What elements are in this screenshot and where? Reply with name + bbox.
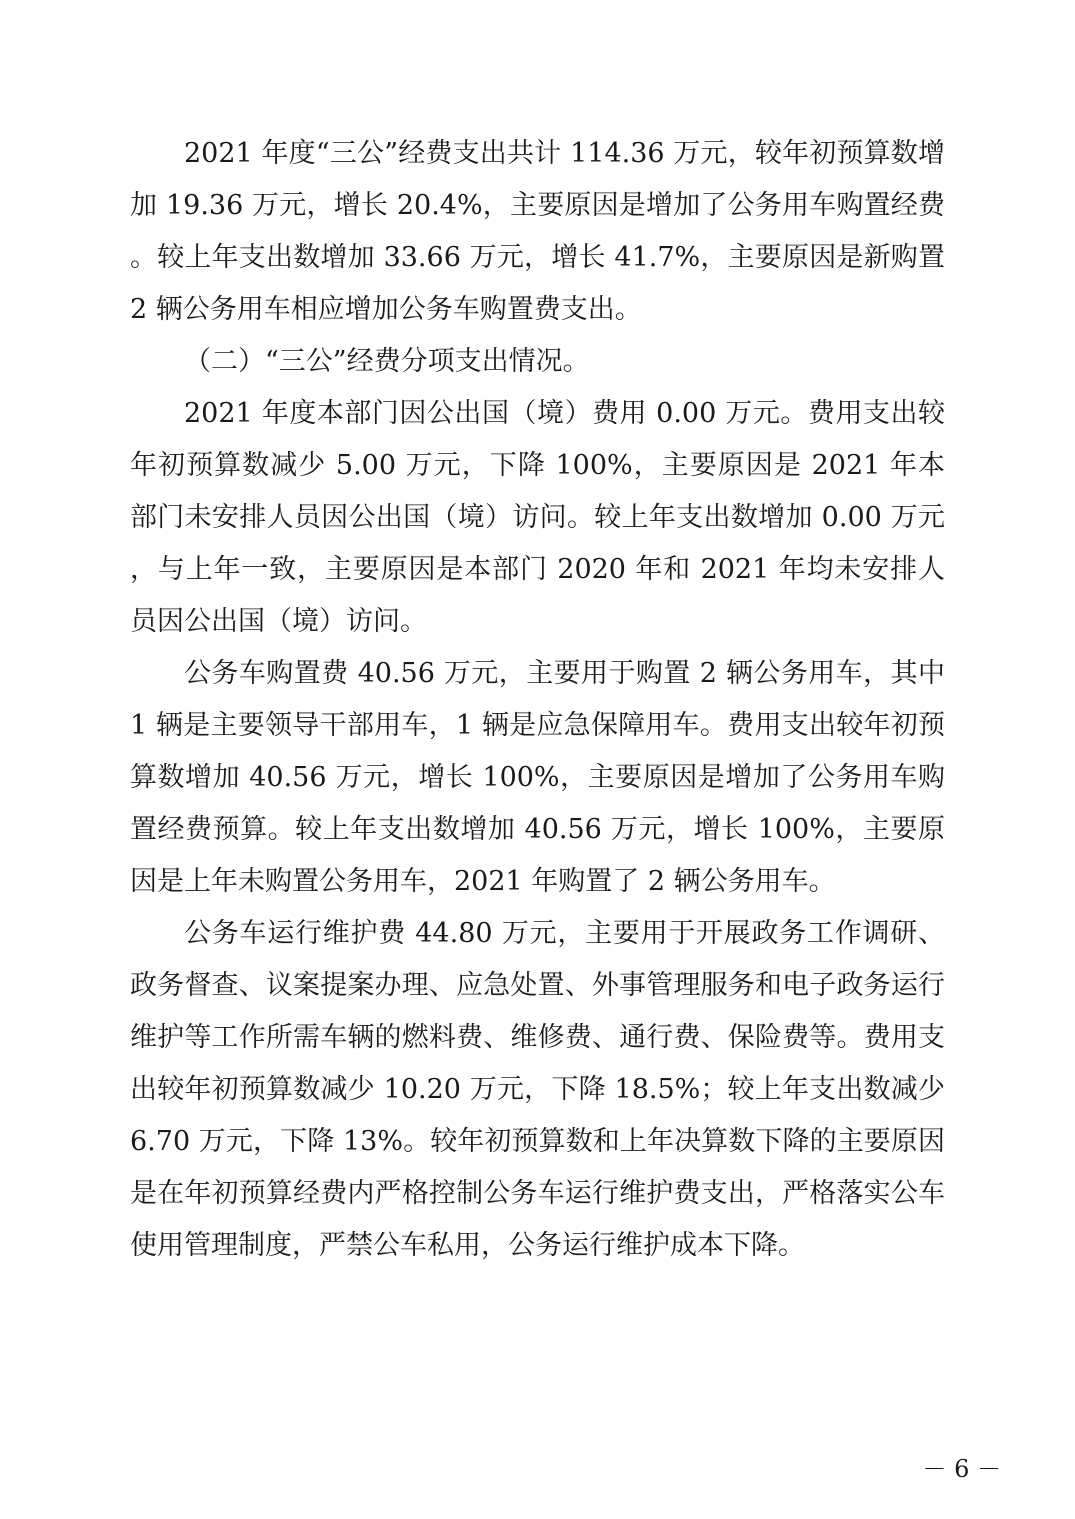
- section-heading: （二）“三公”经费分项支出情况。: [184, 346, 590, 377]
- page-body: [130, 128, 945, 1272]
- page-number: － 6 －: [922, 1455, 1001, 1483]
- paragraph-vehicle-maintenance: 公务车运行维护费 44.80 万元，主要用于开展政务工作调研、政务督查、议案提案办理、应急处置、外事管理服务和电子政务运行维护等工作所需车辆的燃料费、维修费、通行费、保险费等。费用支出较年初预算数减少 10.20 万元，下降 18.5%；较上年支出数减少 6.70 万元，下降 13%。较年初预算数和上年决算数下降的主要原因是在年初预算经费内严格控制公务车运行维护费支出，严格落实公车使用管理制度，严禁公车私用，公务运行维护成本下降。: [130, 918, 945, 1261]
- paragraph-vehicle-purchase: 公务车购置费 40.56 万元，主要用于购置 2 辆公务用车，其中 1 辆是主要领导干部用车，1 辆是应急保障用车。费用支出较年初预算数增加 40.56 万元，增长 100%，主要原因是增加了公务用车购置经费预算。较上年支出数增加 40.56 万元，增长 100%，主要原因是上年未购置公务用车，2021 年购置了 2 辆公务用车。: [130, 658, 945, 897]
- paragraph-summary: 2021 年度“三公”经费支出共计 114.36 万元，较年初预算数增加 19.36 万元，增长 20.4%，主要原因是增加了公务用车购置经费。较上年支出数增加 33.66 万元，增长 41.7%，主要原因是新购置 2 辆公务用车相应增加公务车购置费支出。: [130, 138, 945, 325]
- paragraph-overseas-travel: 2021 年度本部门因公出国（境）费用 0.00 万元。费用支出较年初预算数减少 5.00 万元，下降 100%，主要原因是 2021 年本部门未安排人员因公出国（境）访问。较上年支出数增加 0.00 万元，与上年一致，主要原因是本部门 2020 年和 2021 年均未安排人员因公出国（境）访问。: [130, 398, 945, 637]
